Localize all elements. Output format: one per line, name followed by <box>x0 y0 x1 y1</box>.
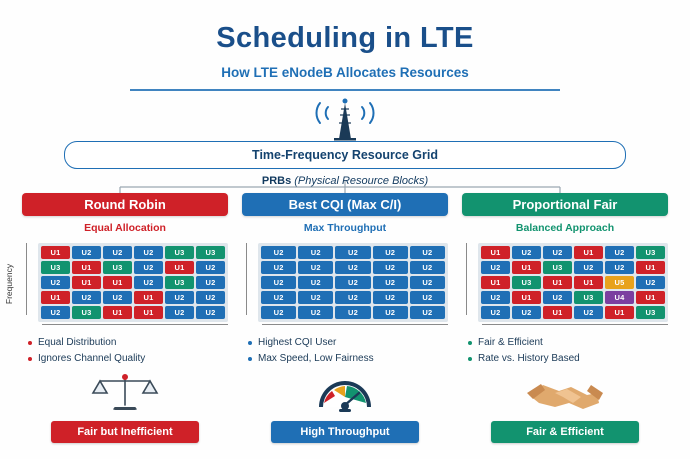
bullet-item <box>246 337 448 348</box>
icon-area-round-robin <box>22 369 228 415</box>
prb-cell: U2 <box>196 261 225 274</box>
prb-cell: U2 <box>481 261 510 274</box>
prb-cell: U2 <box>373 291 408 304</box>
prb-cell: U2 <box>574 306 603 319</box>
prb-cell: U5 <box>605 276 634 289</box>
bullet-dot-icon <box>28 341 32 345</box>
prb-cell: U3 <box>196 246 225 259</box>
x-axis-best-cqi <box>262 324 448 325</box>
speedometer-icon <box>313 371 377 415</box>
prb-cell: U1 <box>103 306 132 319</box>
prb-cell: U2 <box>335 246 370 259</box>
prb-cell: U2 <box>196 291 225 304</box>
prb-cell: U1 <box>574 276 603 289</box>
prb-cell: U2 <box>410 306 445 319</box>
prb-cell: U2 <box>605 261 634 274</box>
bullets-round-robin <box>22 337 228 364</box>
prb-cell: U2 <box>481 291 510 304</box>
prb-cell: U1 <box>636 261 665 274</box>
prb-cell: U1 <box>512 291 541 304</box>
prbs-expansion: (Physical Resource Blocks) <box>294 175 429 187</box>
prb-cell: U2 <box>410 291 445 304</box>
subheader-best-cqi: Max Throughput <box>303 222 387 234</box>
bullet-label: Max Speed, Low Fairness <box>258 353 374 364</box>
prb-cell: U1 <box>481 276 510 289</box>
bullet-label: Fair & Efficient <box>478 337 543 348</box>
matrix-wrap-best-cqi <box>242 243 448 325</box>
column-best-cqi <box>242 193 448 443</box>
prb-cell: U2 <box>636 276 665 289</box>
x-axis-proportional-fair <box>482 324 668 325</box>
prb-cell: U2 <box>298 306 333 319</box>
prb-cell: U1 <box>72 261 101 274</box>
matrix-wrap-proportional-fair <box>462 243 668 325</box>
pill-best-cqi: High Throughput <box>271 421 419 443</box>
pill-round-robin: Fair but Inefficient <box>51 421 199 443</box>
prbs-caption <box>64 175 626 187</box>
prb-cell: U2 <box>373 276 408 289</box>
prb-cell: U2 <box>373 246 408 259</box>
bullet-label: Highest CQI User <box>258 337 337 348</box>
header-best-cqi: Best CQI (Max C/I) <box>242 193 448 216</box>
prb-cell: U2 <box>41 306 70 319</box>
prb-cell: U3 <box>72 306 101 319</box>
bullets-best-cqi <box>242 337 448 364</box>
prb-cell: U2 <box>481 306 510 319</box>
prb-cell: U2 <box>72 246 101 259</box>
column-round-robin <box>4 193 228 443</box>
icon-area-best-cqi <box>242 369 448 415</box>
bullet-dot-icon <box>468 341 472 345</box>
page-subtitle: How LTE eNodeB Allocates Resources <box>221 65 469 80</box>
prbs-abbrev: PRBs <box>261 175 292 187</box>
prb-cell: U2 <box>373 261 408 274</box>
bullet-item <box>26 337 228 348</box>
prb-cell: U3 <box>636 246 665 259</box>
prb-cell: U1 <box>512 261 541 274</box>
prb-cell: U1 <box>543 306 572 319</box>
prb-cell: U4 <box>605 291 634 304</box>
prb-cell: U2 <box>196 276 225 289</box>
prb-cell: U1 <box>481 246 510 259</box>
prb-cell: U3 <box>103 261 132 274</box>
subheader-proportional-fair: Balanced Approach <box>515 222 615 234</box>
prb-cell: U2 <box>165 306 194 319</box>
prb-matrix-round-robin <box>38 243 228 322</box>
matrix-wrap-round-robin <box>4 243 228 325</box>
prb-cell: U2 <box>103 291 132 304</box>
prb-cell: U1 <box>636 291 665 304</box>
prb-cell: U2 <box>335 276 370 289</box>
prb-cell: U2 <box>134 246 163 259</box>
prb-cell: U2 <box>543 291 572 304</box>
prb-cell: U2 <box>335 261 370 274</box>
prb-cell: U2 <box>298 261 333 274</box>
prb-cell: U2 <box>410 246 445 259</box>
bullet-dot-icon <box>248 357 252 361</box>
bullet-label: Equal Distribution <box>38 337 117 348</box>
prb-cell: U2 <box>574 261 603 274</box>
x-axis-round-robin <box>42 324 228 325</box>
prb-cell: U2 <box>261 261 296 274</box>
prb-cell: U2 <box>72 291 101 304</box>
prb-cell: U2 <box>605 246 634 259</box>
prb-cell: U2 <box>165 291 194 304</box>
bullet-item <box>466 353 668 364</box>
prb-cell: U2 <box>298 291 333 304</box>
prb-cell: U2 <box>410 261 445 274</box>
balance-scale-icon <box>88 371 162 415</box>
prb-cell: U1 <box>103 276 132 289</box>
prb-cell: U2 <box>335 306 370 319</box>
page-title: Scheduling in LTE <box>216 22 474 54</box>
subheader-round-robin: Equal Allocation <box>84 222 166 234</box>
resource-grid-bar <box>64 141 626 169</box>
resource-grid-label: Time-Frequency Resource Grid <box>252 148 438 162</box>
y-axis-round-robin <box>26 243 27 315</box>
prb-cell: U1 <box>41 246 70 259</box>
prb-cell: U2 <box>103 246 132 259</box>
pill-proportional-fair: Fair & Efficient <box>491 421 639 443</box>
prb-cell: U2 <box>134 276 163 289</box>
prb-cell: U3 <box>165 246 194 259</box>
prb-cell: U2 <box>298 276 333 289</box>
prb-cell: U1 <box>72 276 101 289</box>
prb-cell: U1 <box>134 291 163 304</box>
bullet-item <box>246 353 448 364</box>
y-axis-proportional-fair <box>466 243 467 315</box>
handshake-icon <box>525 375 605 415</box>
prb-cell: U2 <box>196 306 225 319</box>
prb-cell: U1 <box>605 306 634 319</box>
prb-matrix-proportional-fair <box>478 243 668 322</box>
prb-cell: U2 <box>261 276 296 289</box>
bullet-item <box>26 353 228 364</box>
prb-matrix-best-cqi <box>258 243 448 322</box>
prb-cell: U3 <box>543 261 572 274</box>
header-proportional-fair: Proportional Fair <box>462 193 668 216</box>
prb-cell: U2 <box>410 276 445 289</box>
prb-cell: U2 <box>335 291 370 304</box>
y-axis-label-round-robin: Frequency <box>4 263 15 305</box>
title-divider <box>130 89 560 91</box>
bullet-item <box>466 337 668 348</box>
column-proportional-fair <box>462 193 668 443</box>
prb-cell: U1 <box>574 246 603 259</box>
prb-cell: U2 <box>543 246 572 259</box>
resource-grid-bar-wrap <box>64 141 626 187</box>
prb-cell: U2 <box>261 246 296 259</box>
prb-cell: U3 <box>574 291 603 304</box>
prb-cell: U2 <box>261 306 296 319</box>
y-axis-best-cqi <box>246 243 247 315</box>
prb-cell: U2 <box>261 291 296 304</box>
bullet-label: Rate vs. History Based <box>478 353 580 364</box>
page-header <box>0 0 690 91</box>
prb-cell: U3 <box>165 276 194 289</box>
prb-cell: U2 <box>373 306 408 319</box>
prb-cell: U2 <box>298 246 333 259</box>
bullets-proportional-fair <box>462 337 668 364</box>
prb-cell: U1 <box>543 276 572 289</box>
prb-cell: U2 <box>512 246 541 259</box>
bullet-label: Ignores Channel Quality <box>38 353 146 364</box>
header-round-robin: Round Robin <box>22 193 228 216</box>
prb-cell: U3 <box>512 276 541 289</box>
prb-cell: U2 <box>41 276 70 289</box>
prb-cell: U2 <box>512 306 541 319</box>
prb-cell: U3 <box>636 306 665 319</box>
scheduler-columns <box>0 193 690 443</box>
tower-area <box>0 95 690 139</box>
bullet-dot-icon <box>28 357 32 361</box>
prb-cell: U1 <box>41 291 70 304</box>
cell-tower-icon <box>290 95 400 141</box>
prb-cell: U2 <box>134 261 163 274</box>
prb-cell: U3 <box>41 261 70 274</box>
icon-area-proportional-fair <box>462 369 668 415</box>
prb-cell: U1 <box>134 306 163 319</box>
bullet-dot-icon <box>468 357 472 361</box>
bullet-dot-icon <box>248 341 252 345</box>
prb-cell: U1 <box>165 261 194 274</box>
